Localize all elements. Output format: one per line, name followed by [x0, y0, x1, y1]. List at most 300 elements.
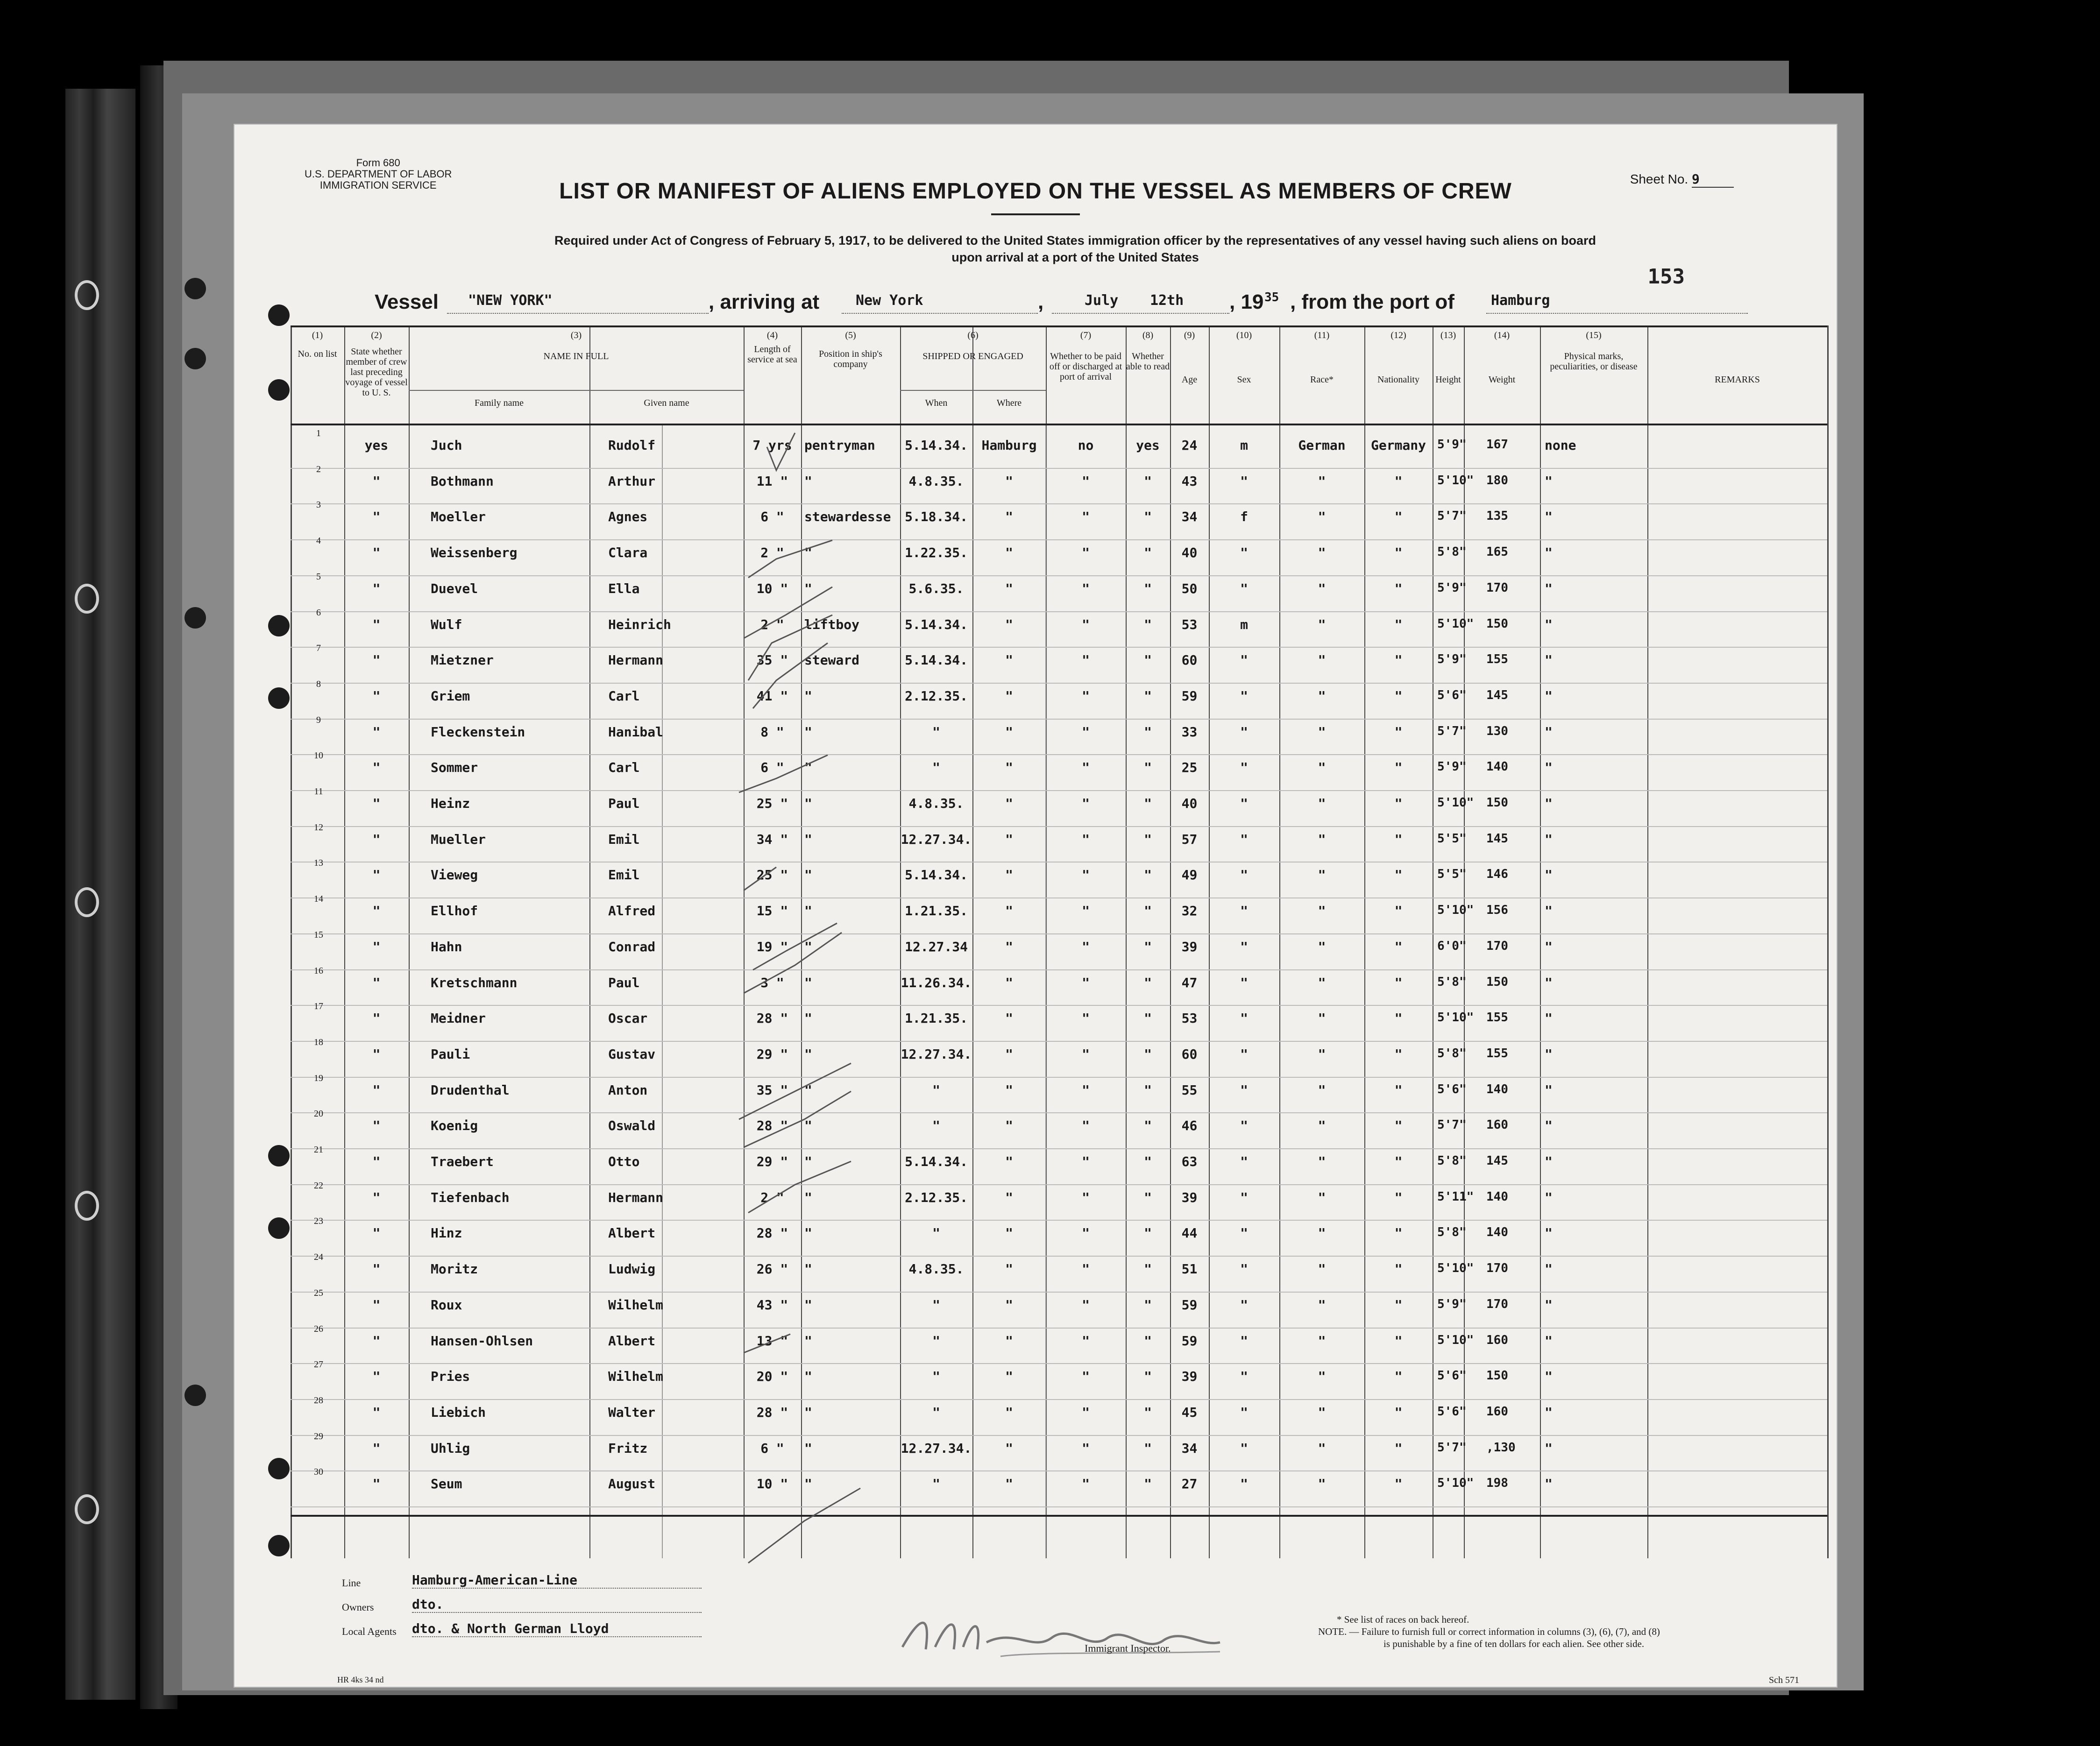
cell-able-to-read: " [1144, 1046, 1152, 1062]
cell-where: " [1005, 760, 1013, 776]
cell-race: German [1298, 438, 1346, 453]
cell-when: 5.6.35. [908, 580, 964, 596]
cell-paid-off: " [1082, 1476, 1090, 1492]
cell-height: 5'10" [1437, 903, 1474, 918]
row-rule [291, 1041, 1827, 1042]
row-rule [291, 933, 1827, 934]
cell-previous-voyage: " [372, 616, 381, 632]
cell-age: 50 [1181, 580, 1198, 596]
punch-hole [184, 348, 206, 369]
form-id-line: U.S. DEPARTMENT OF LABOR [305, 168, 452, 180]
cell-age: 24 [1181, 438, 1198, 453]
row-rule [291, 611, 1827, 612]
cell-sex: " [1240, 760, 1248, 776]
cell-previous-voyage: " [372, 1011, 381, 1026]
cell-given-name: Heinrich [608, 616, 671, 632]
cell-weight: 150 [1486, 1369, 1508, 1383]
cell-nationality: " [1394, 688, 1403, 704]
row-number: 9 [316, 714, 321, 725]
cell-height: 5'8" [1437, 1046, 1467, 1060]
cell-paid-off: " [1082, 509, 1090, 525]
cell-family-name: Meidner [431, 1011, 486, 1026]
header-age: Age [1181, 375, 1198, 385]
cell-height: 5'6" [1437, 688, 1467, 702]
column-rule [1540, 325, 1541, 1558]
cell-able-to-read: " [1144, 616, 1152, 632]
cell-previous-voyage: " [372, 831, 381, 847]
cell-where: " [1005, 1118, 1013, 1134]
cell-height: 5'8" [1437, 1154, 1467, 1168]
header-height: Height [1435, 375, 1461, 385]
cell-previous-voyage: " [372, 1082, 381, 1098]
cell-height: 6'0" [1437, 939, 1467, 953]
cell-paid-off: " [1082, 831, 1090, 847]
cell-nationality: " [1394, 1297, 1403, 1313]
cell-given-name: Gustav [608, 1046, 656, 1062]
cell-length-of-service: 6 " [760, 760, 784, 776]
cell-family-name: Pauli [431, 1046, 470, 1062]
cell-sex: f [1240, 509, 1248, 525]
cell-given-name: Alfred [608, 903, 656, 919]
stamp-number: 153 [1647, 265, 1685, 289]
cell-age: 43 [1181, 473, 1198, 489]
cell-able-to-read: " [1144, 939, 1152, 954]
cell-position: " [804, 903, 812, 919]
cell-position: " [804, 1440, 812, 1456]
row-number: 16 [314, 965, 323, 976]
cell-race: " [1318, 1476, 1326, 1492]
cell-where: " [1005, 1046, 1013, 1062]
table-bottom-rule [291, 1515, 1827, 1517]
column-rule [409, 325, 410, 1558]
cell-where: " [1005, 1333, 1013, 1349]
row-number: 15 [314, 929, 323, 940]
cell-when: 12.27.34. [901, 1440, 972, 1456]
cell-weight: 140 [1486, 1082, 1508, 1096]
form-id-line: IMMIGRATION SERVICE [319, 179, 437, 191]
cell-family-name: Drudenthal [431, 1082, 510, 1098]
cell-family-name: Griem [431, 688, 470, 704]
cell-previous-voyage: " [372, 545, 381, 561]
cell-when: " [932, 724, 940, 740]
cell-weight: 150 [1486, 975, 1508, 989]
cell-height: 5'7" [1437, 1118, 1467, 1132]
cell-when: " [932, 760, 940, 776]
cell-where: " [1005, 473, 1013, 489]
cell-length-of-service: 19 " [756, 939, 788, 954]
cell-length-of-service: 10 " [756, 580, 788, 596]
cell-height: 5'5" [1437, 831, 1467, 846]
punch-hole [268, 1217, 290, 1239]
cell-where: " [1005, 796, 1013, 811]
agents-label: Local Agents [342, 1626, 397, 1637]
cell-physical-marks: " [1545, 975, 1553, 990]
cell-able-to-read: " [1144, 580, 1152, 596]
cell-physical-marks: " [1545, 831, 1553, 847]
check-mark [753, 643, 828, 708]
cell-weight: 165 [1486, 545, 1508, 559]
cell-nationality: " [1394, 1369, 1403, 1385]
check-mark [739, 755, 828, 792]
sheet-number [1630, 171, 1734, 188]
row-number: 30 [314, 1467, 323, 1477]
cell-race: " [1318, 867, 1326, 883]
cell-age: 33 [1181, 724, 1198, 740]
cell-paid-off: " [1082, 1118, 1090, 1134]
cell-given-name: Wilhelm [608, 1297, 664, 1313]
row-number: 3 [316, 500, 321, 510]
cell-physical-marks: " [1545, 867, 1553, 883]
cell-when: 5.14.34. [905, 652, 968, 668]
cell-physical-marks: " [1545, 1440, 1553, 1456]
cell-nationality: " [1394, 545, 1403, 561]
row-number: 7 [316, 643, 321, 654]
cell-given-name: Ella [608, 580, 640, 596]
cell-able-to-read: " [1144, 545, 1152, 561]
cell-family-name: Moeller [431, 509, 486, 525]
row-rule [291, 1112, 1827, 1113]
row-rule [291, 1506, 1827, 1507]
cell-previous-voyage: " [372, 509, 381, 525]
line-label: Line [342, 1577, 361, 1589]
from-port: Hamburg [1491, 292, 1550, 309]
cell-sex: m [1240, 616, 1248, 632]
cell-able-to-read: " [1144, 1333, 1152, 1349]
cell-where: " [1005, 509, 1013, 525]
header-where: Where [996, 398, 1022, 408]
cell-sex: " [1240, 903, 1248, 919]
cell-able-to-read: " [1144, 724, 1152, 740]
cell-weight: 130 [1486, 724, 1508, 738]
cell-given-name: Paul [608, 796, 640, 811]
cell-given-name: August [608, 1476, 656, 1492]
cell-given-name: Emil [608, 831, 640, 847]
cell-able-to-read: " [1144, 1082, 1152, 1098]
comma-sep: , [1038, 290, 1044, 313]
cell-previous-voyage: " [372, 760, 381, 776]
check-mark [744, 1091, 851, 1147]
cell-paid-off: " [1082, 796, 1090, 811]
cell-able-to-read: " [1144, 1476, 1152, 1492]
cell-paid-off: " [1082, 688, 1090, 704]
name-subdivider [662, 424, 663, 1558]
cell-length-of-service: 2 " [760, 1189, 784, 1205]
date-fill [1052, 290, 1229, 314]
row-rule [291, 503, 1827, 504]
from-label: , from the port of [1290, 290, 1454, 313]
row-rule [291, 683, 1827, 684]
cell-weight: 146 [1486, 867, 1508, 882]
form-id-line: Form 680 [356, 157, 400, 169]
cell-length-of-service: 7 yrs [752, 438, 792, 453]
cell-length-of-service: 8 " [760, 724, 784, 740]
cell-length-of-service: 26 " [756, 1261, 788, 1277]
cell-race: " [1318, 1404, 1326, 1420]
cell-paid-off: no [1078, 438, 1094, 453]
punch-hole [268, 1145, 290, 1166]
binder-ring [75, 584, 99, 614]
cell-nationality: " [1394, 1333, 1403, 1349]
cell-sex: " [1240, 1297, 1248, 1313]
row-rule [291, 1184, 1827, 1185]
cell-position: " [804, 688, 812, 704]
cell-race: " [1318, 975, 1326, 990]
cell-position: " [804, 1261, 812, 1277]
cell-nationality: " [1394, 867, 1403, 883]
cell-physical-marks: " [1545, 796, 1553, 811]
note-star: * See list of races on back hereof. [1337, 1614, 1469, 1625]
cell-weight: 145 [1486, 1154, 1508, 1168]
cell-previous-voyage: " [372, 1476, 381, 1492]
table-top-rule [291, 325, 1827, 327]
cell-previous-voyage: " [372, 1440, 381, 1456]
cell-age: 45 [1181, 1404, 1198, 1420]
header-family-name: Family name [475, 398, 524, 408]
cell-family-name: Kretschmann [431, 975, 518, 990]
cell-given-name: Fritz [608, 1440, 648, 1456]
column-number: (13) [1440, 330, 1456, 340]
cell-sex: " [1240, 1154, 1248, 1169]
cell-family-name: Liebich [431, 1404, 486, 1420]
cell-length-of-service: 20 " [756, 1369, 788, 1385]
cell-race: " [1318, 1440, 1326, 1456]
cell-physical-marks: " [1545, 903, 1553, 919]
subtitle [431, 232, 1720, 266]
cell-nationality: " [1394, 903, 1403, 919]
cell-given-name: Otto [608, 1154, 640, 1169]
row-rule [291, 1292, 1827, 1293]
cell-race: " [1318, 796, 1326, 811]
cell-age: 59 [1181, 688, 1198, 704]
cell-age: 39 [1181, 1189, 1198, 1205]
subtitle-line: Required under Act of Congress of February 5, 1917, to be delivered to the United States immigration officer by the representatives of any vessel having such aliens on board [554, 233, 1596, 247]
cell-age: 59 [1181, 1333, 1198, 1349]
row-rule [291, 1435, 1827, 1436]
cell-given-name: Hermann [608, 1189, 664, 1205]
header-bottom-rule [291, 424, 1827, 425]
column-number: (8) [1142, 330, 1154, 340]
agents-value: dto. & North German Lloyd [412, 1621, 702, 1637]
cell-position: steward [804, 652, 860, 668]
cell-weight: 150 [1486, 616, 1508, 631]
subtitle-line: upon arrival at a port of the United States [951, 250, 1199, 264]
cell-height: 5'11" [1437, 1189, 1474, 1204]
cell-able-to-read: " [1144, 903, 1152, 919]
cell-weight: 140 [1486, 1189, 1508, 1204]
row-number: 5 [316, 571, 321, 582]
cell-given-name: Walter [608, 1404, 656, 1420]
cell-paid-off: " [1082, 1369, 1090, 1385]
cell-race: " [1318, 1011, 1326, 1026]
cell-age: 57 [1181, 831, 1198, 847]
check-marks [711, 419, 898, 1586]
cell-nationality: " [1394, 1440, 1403, 1456]
cell-weight: 145 [1486, 688, 1508, 702]
cell-paid-off: " [1082, 1011, 1090, 1026]
check-mark [748, 540, 832, 578]
header-weight: Weight [1488, 375, 1516, 385]
cell-previous-voyage: " [372, 580, 381, 596]
cell-length-of-service: 11 " [756, 473, 788, 489]
column-number: (11) [1314, 330, 1330, 340]
cell-paid-off: " [1082, 1404, 1090, 1420]
cell-race: " [1318, 760, 1326, 776]
row-number: 21 [314, 1145, 323, 1155]
cell-family-name: Heinz [431, 796, 470, 811]
cell-family-name: Koenig [431, 1118, 478, 1134]
cell-nationality: " [1394, 831, 1403, 847]
cell-weight: 155 [1486, 1011, 1508, 1025]
cell-length-of-service: 34 " [756, 831, 788, 847]
cell-height: 5'9" [1437, 438, 1467, 452]
cell-able-to-read: " [1144, 652, 1152, 668]
cell-race: " [1318, 1225, 1326, 1241]
cell-position: " [804, 1404, 812, 1420]
cell-able-to-read: " [1144, 1440, 1152, 1456]
column-number: (15) [1586, 330, 1602, 340]
cell-length-of-service: 28 " [756, 1118, 788, 1134]
row-number: 11 [314, 786, 323, 797]
cell-paid-off: " [1082, 1440, 1090, 1456]
cell-physical-marks: " [1545, 939, 1553, 954]
cell-length-of-service: 29 " [756, 1154, 788, 1169]
cell-where: " [1005, 580, 1013, 596]
cell-family-name: Uhlig [431, 1440, 470, 1456]
cell-given-name: Clara [608, 545, 648, 561]
cell-where: " [1005, 724, 1013, 740]
cell-physical-marks: " [1545, 473, 1553, 489]
cell-nationality: " [1394, 616, 1403, 632]
cell-given-name: Conrad [608, 939, 656, 954]
row-rule [291, 1399, 1827, 1400]
cell-where: " [1005, 1082, 1013, 1098]
cell-race: " [1318, 1261, 1326, 1277]
cell-able-to-read: " [1144, 760, 1152, 776]
row-number: 23 [314, 1216, 323, 1227]
cell-paid-off: " [1082, 1225, 1090, 1241]
cell-where: " [1005, 616, 1013, 632]
cell-height: 5'6" [1437, 1082, 1467, 1096]
cell-race: " [1318, 1082, 1326, 1098]
cell-physical-marks: " [1545, 1261, 1553, 1277]
column-number: (5) [845, 330, 856, 340]
column-number: (6) [967, 330, 979, 340]
column-number: (1) [312, 330, 323, 340]
cell-physical-marks: " [1545, 760, 1553, 776]
form-code: HR 4ks 34 nd [337, 1675, 384, 1684]
cell-paid-off: " [1082, 1297, 1090, 1313]
cell-race: " [1318, 652, 1326, 668]
cell-physical-marks: " [1545, 688, 1553, 704]
cell-race: " [1318, 1154, 1326, 1169]
cell-nationality: " [1394, 509, 1403, 525]
cell-position: " [804, 1118, 812, 1134]
punch-hole [268, 1458, 290, 1479]
cell-nationality: " [1394, 1082, 1403, 1098]
row-rule [291, 647, 1827, 648]
cell-when: 5.18.34. [905, 509, 968, 525]
row-number: 22 [314, 1180, 323, 1191]
cell-where: " [1005, 831, 1013, 847]
cell-age: 40 [1181, 545, 1198, 561]
cell-where: " [1005, 903, 1013, 919]
cell-length-of-service: 6 " [760, 509, 784, 525]
cell-height: 5'10" [1437, 616, 1474, 631]
cell-family-name: Hansen-Ohlsen [431, 1333, 533, 1349]
cell-when: 5.14.34. [905, 1154, 968, 1169]
cell-age: 39 [1181, 939, 1198, 954]
cell-race: " [1318, 545, 1326, 561]
header-position: Position in ship's company [819, 349, 882, 369]
cell-previous-voyage: " [372, 724, 381, 740]
cell-height: 5'8" [1437, 545, 1467, 559]
punch-hole [184, 1385, 206, 1406]
cell-nationality: " [1394, 724, 1403, 740]
cell-weight: 155 [1486, 1046, 1508, 1060]
line-value: Hamburg-American-Line [412, 1572, 702, 1589]
cell-physical-marks: " [1545, 545, 1553, 561]
row-number: 17 [314, 1001, 323, 1012]
cell-paid-off: " [1082, 473, 1090, 489]
cell-length-of-service: 2 " [760, 545, 784, 561]
cell-height: 5'10" [1437, 1011, 1474, 1025]
header-name-in-full: NAME IN FULL [543, 351, 609, 361]
cell-physical-marks: " [1545, 1369, 1553, 1385]
cell-able-to-read: " [1144, 473, 1152, 489]
check-mark [744, 587, 832, 638]
cell-previous-voyage: " [372, 867, 381, 883]
row-rule [291, 1220, 1827, 1221]
cell-sex: " [1240, 688, 1248, 704]
cell-able-to-read: " [1144, 1261, 1152, 1277]
punch-hole [268, 304, 290, 326]
cell-race: " [1318, 1189, 1326, 1205]
cell-length-of-service: 41 " [756, 688, 788, 704]
cell-given-name: Ludwig [608, 1261, 656, 1277]
cell-given-name: Anton [608, 1082, 648, 1098]
cell-where: " [1005, 652, 1013, 668]
cell-length-of-service: 28 " [756, 1225, 788, 1241]
cell-height: 5'8" [1437, 1225, 1467, 1240]
cell-length-of-service: 25 " [756, 796, 788, 811]
cell-race: " [1318, 903, 1326, 919]
cell-weight: 140 [1486, 1225, 1508, 1240]
cell-physical-marks: " [1545, 1189, 1553, 1205]
cell-paid-off: " [1082, 1261, 1090, 1277]
cell-weight: 160 [1486, 1404, 1508, 1419]
cell-weight: 150 [1486, 796, 1508, 810]
cell-age: 60 [1181, 1046, 1198, 1062]
cell-where: " [1005, 1440, 1013, 1456]
cell-previous-voyage: " [372, 1046, 381, 1062]
cell-age: 44 [1181, 1225, 1198, 1241]
cell-family-name: Mueller [431, 831, 486, 847]
cell-when: 4.8.35. [908, 473, 964, 489]
cell-family-name: Weissenberg [431, 545, 518, 561]
row-number: 29 [314, 1431, 323, 1442]
cell-sex: " [1240, 545, 1248, 561]
row-rule [291, 575, 1827, 576]
cell-height: 5'7" [1437, 1440, 1467, 1455]
cell-length-of-service: 28 " [756, 1404, 788, 1420]
cell-nationality: " [1394, 939, 1403, 954]
cell-paid-off: " [1082, 867, 1090, 883]
cell-family-name: Juch [431, 438, 462, 453]
cell-height: 5'10" [1437, 1333, 1474, 1347]
header-no-on-list: No. on list [298, 349, 337, 359]
cell-when: 4.8.35. [908, 796, 964, 811]
arrival-day: 12th [1150, 292, 1184, 309]
